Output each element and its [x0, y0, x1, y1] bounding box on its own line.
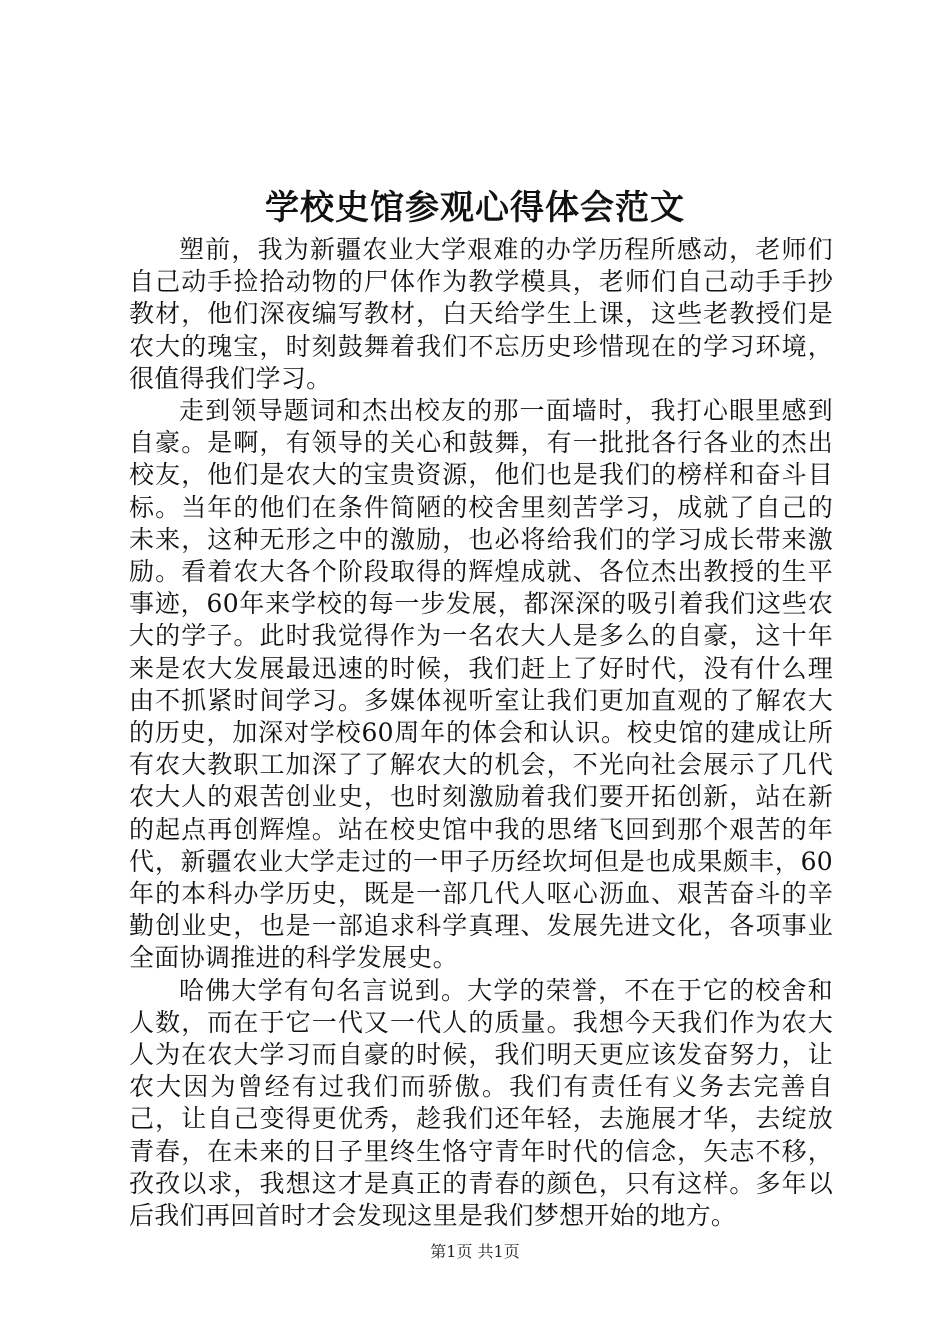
document-body	[129, 234, 833, 1232]
paragraph-1: 塑前，我为新疆农业大学艰难的办学历程所感动，老师们自己动手捡拾动物的尸体作为教学模具，老师们自己动手手抄教材，他们深夜编写教材，白天给学生上课，这些老教授们是农大的瑰宝，时刻鼓舞着我们不忘历史珍惜现在的学习环境，很值得我们学习。	[129, 235, 833, 393]
page-title: 学校史馆参观心得体会范文	[265, 188, 685, 228]
paragraph-2: 走到领导题词和杰出校友的那一面墙时，我打心眼里感到自豪。是啊，有领导的关心和鼓舞，有一批批各行各业的杰出校友，他们是农大的宝贵资源，他们也是我们的榜样和奋斗目标。当年的他们在条件简陋的校舍里刻苦学习，成就了自己的未来，这种无形之中的激励，也必将给我们的学习成长带来激励。看着农大各个阶段取得的辉煌成就、各位杰出教授的生平事迹，60年来学校的每一步发展，都深深的吸引着我们这些农大的学子。此时我觉得作为一名农大人是多么的自豪，这十年来是农大发展最迅速的时候，我们赶上了好时代，没有什么理由不抓紧时间学习。多媒体视听室让我们更加直观的了解农大的历史，加深对学校60周年的体会和认识。校史馆的建成让所有农大教职工加深了了解农大的机会，不光向社会展示了几代农大人的艰苦创业史，也时刻激励着我们要开拓创新，站在新的起点再创辉煌。站在校史馆中我的思绪飞回到那个艰苦的年代，新疆农业大学走过的一甲子历经坎坷但是也成果颇丰，60年的本科办学历史，既是一部几代人呕心沥血、艰苦奋斗的辛勤创业史，也是一部追求科学真理、发展先进文化，各项事业全面协调推进的科学发展史。	[129, 396, 833, 973]
paragraph-3: 哈佛大学有句名言说到。大学的荣誉，不在于它的校舍和人数，而在于它一代又一代人的质量。我想今天我们作为农大人为在农大学习而自豪的时候，我们明天更应该发奋努力，让农大因为曾经有过我们而骄傲。我们有责任有义务去完善自己，让自己变得更优秀，趁我们还年轻，去施展才华，去绽放青春，在未来的日子里终生恪守青年时代的信念，矢志不移，孜孜以求，我想这才是真正的青春的颜色，只有这样。多年以后我们再回首时才会发现这里是我们梦想开始的地方。	[129, 975, 833, 1231]
page-footer: 第1页 共1页	[430, 1242, 520, 1261]
